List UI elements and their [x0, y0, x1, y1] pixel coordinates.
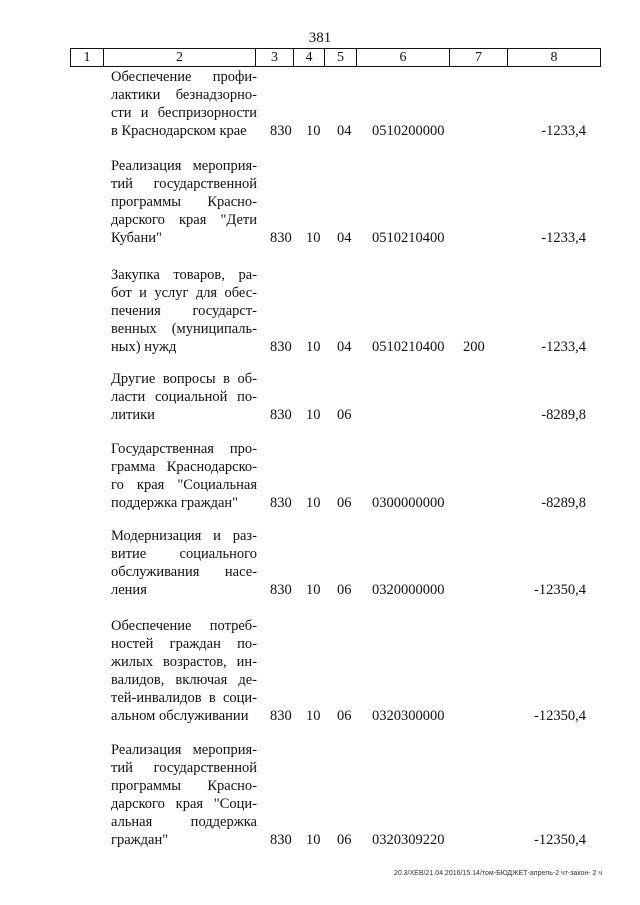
- row-name: [111, 157, 257, 247]
- column-header-1: 1: [71, 49, 104, 67]
- row-name-line: литики: [111, 407, 155, 423]
- column-header-5: 5: [325, 49, 357, 67]
- row-name-line: в Краснодарском крае: [111, 123, 247, 139]
- cell-c8: -8289,8: [541, 407, 586, 423]
- row-name-line: сти и беспризорности: [111, 105, 257, 121]
- column-header-8: 8: [508, 49, 601, 67]
- row-name-line: альном обслуживании: [111, 708, 249, 724]
- cell-c8: -1233,4: [541, 339, 586, 355]
- cell-c4: 10: [306, 407, 321, 423]
- row-name-line: Модернизация и раз-: [111, 528, 257, 544]
- cell-c6: 0300000000: [372, 495, 445, 511]
- cell-c8: -12350,4: [534, 708, 586, 724]
- cell-c3: 830: [270, 339, 292, 355]
- cell-c4: 10: [306, 339, 321, 355]
- row-name-line: венных (муниципаль-: [111, 321, 257, 337]
- row-name-line: Кубани": [111, 230, 162, 246]
- document-footer: 20.3/ХЕВ/21.04.2016/15.14/том-БЮДЖЕТ-апрель-2 чт-закон- 2 ч: [393, 870, 602, 877]
- row-name-line: программы Красно-: [111, 778, 257, 794]
- cell-c4: 10: [306, 708, 321, 724]
- row-name-line: лактики безнадзорно-: [111, 87, 257, 103]
- cell-c5: 04: [337, 230, 352, 246]
- cell-c3: 830: [270, 495, 292, 511]
- cell-c8: -1233,4: [541, 230, 586, 246]
- cell-c6: 0320000000: [372, 582, 445, 598]
- row-name-line: тий государственной: [111, 760, 257, 776]
- cell-c5: 04: [337, 123, 352, 139]
- table-row: [0, 440, 640, 512]
- row-name-line: ностей граждан по-: [111, 636, 257, 652]
- row-name-line: Обеспечение потреб-: [111, 618, 257, 634]
- cell-c4: 10: [306, 495, 321, 511]
- row-name: [111, 440, 257, 512]
- cell-c6: 0320309220: [372, 832, 445, 848]
- cell-c5: 04: [337, 339, 352, 355]
- column-header-4: 4: [294, 49, 325, 67]
- cell-c6: 0510210400: [372, 339, 445, 355]
- column-header-7: 7: [450, 49, 508, 67]
- cell-c4: 10: [306, 123, 321, 139]
- row-name: [111, 266, 257, 356]
- cell-c3: 830: [270, 407, 292, 423]
- cell-c5: 06: [337, 832, 352, 848]
- row-name-line: тей-инвалидов в соци-: [111, 690, 257, 706]
- row-name-line: Закупка товаров, ра-: [111, 267, 257, 283]
- row-name-line: бот и услуг для обес-: [111, 285, 257, 301]
- row-name-line: дарского края "Соци-: [111, 796, 257, 812]
- row-name-line: го края "Социальная: [111, 477, 257, 493]
- cell-c4: 10: [306, 832, 321, 848]
- row-name-line: ления: [111, 582, 147, 598]
- row-name: [111, 527, 257, 599]
- row-name-line: обслуживания насе-: [111, 564, 257, 580]
- row-name: [111, 68, 257, 140]
- column-header-3: 3: [256, 49, 294, 67]
- row-name-line: Обеспечение профи-: [111, 69, 257, 85]
- table-row: [0, 741, 640, 849]
- cell-c3: 830: [270, 123, 292, 139]
- cell-c7: 200: [463, 339, 485, 355]
- cell-c4: 10: [306, 230, 321, 246]
- row-name-line: Государственная про-: [111, 441, 257, 457]
- page-number: 381: [308, 30, 332, 46]
- cell-c6: 0510200000: [372, 123, 445, 139]
- cell-c8: -8289,8: [541, 495, 586, 511]
- cell-c4: 10: [306, 582, 321, 598]
- cell-c8: -1233,4: [541, 123, 586, 139]
- row-name-line: тий государственной: [111, 176, 257, 192]
- row-name-line: дарского края "Дети: [111, 212, 257, 228]
- cell-c8: -12350,4: [534, 582, 586, 598]
- row-name-line: поддержка граждан": [111, 495, 239, 511]
- column-header-row: [70, 48, 601, 67]
- cell-c6: 0510210400: [372, 230, 445, 246]
- cell-c5: 06: [337, 495, 352, 511]
- row-name-line: грамма Краснодарско-: [111, 459, 257, 475]
- column-header-6: 6: [357, 49, 450, 67]
- row-name-line: Другие вопросы в об-: [111, 371, 257, 387]
- table-row: [0, 527, 640, 599]
- cell-c3: 830: [270, 708, 292, 724]
- row-name: [111, 741, 257, 849]
- row-name-line: ласти социальной по-: [111, 389, 257, 405]
- cell-c3: 830: [270, 832, 292, 848]
- row-name-line: витие социального: [111, 546, 257, 562]
- column-header-2: 2: [104, 49, 256, 67]
- cell-c6: 0320300000: [372, 708, 445, 724]
- cell-c5: 06: [337, 708, 352, 724]
- cell-c3: 830: [270, 230, 292, 246]
- row-name-line: печения государст-: [111, 303, 257, 319]
- cell-c3: 830: [270, 582, 292, 598]
- table-row: [0, 68, 640, 140]
- row-name-line: Реализация мероприя-: [111, 158, 257, 174]
- row-name-line: Реализация мероприя-: [111, 742, 257, 758]
- table-row: [0, 617, 640, 725]
- table-row: [0, 370, 640, 424]
- row-name: [111, 617, 257, 725]
- cell-c5: 06: [337, 407, 352, 423]
- row-name: [111, 370, 257, 424]
- cell-c5: 06: [337, 582, 352, 598]
- cell-c8: -12350,4: [534, 832, 586, 848]
- row-name-line: ных) нужд: [111, 339, 177, 355]
- row-name-line: жилых возрастов, ин-: [111, 654, 257, 670]
- table-row: [0, 157, 640, 247]
- row-name-line: программы Красно-: [111, 194, 257, 210]
- row-name-line: альная поддержка: [111, 814, 257, 830]
- table-row: [0, 266, 640, 356]
- row-name-line: валидов, включая де-: [111, 672, 257, 688]
- row-name-line: граждан": [111, 832, 169, 848]
